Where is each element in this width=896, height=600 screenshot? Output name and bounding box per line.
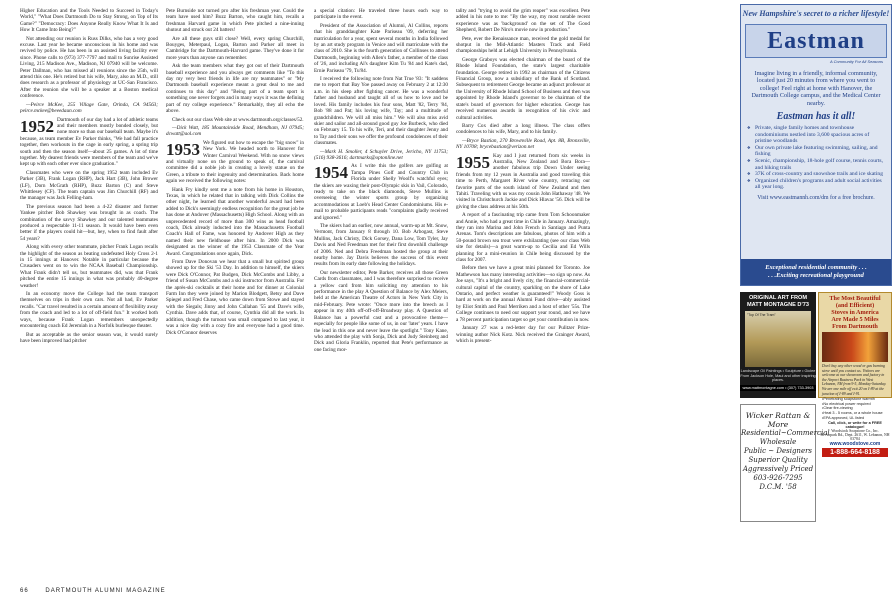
paragraph: George Graboys was elected chairman of the board of the Rhode Island Foundation, the state's largest charitable foundation. George retired in 1992 as chairman of the Citizens Financial Group, now a subsidiary of the Bank of Scotland. Subsequent to retirement George became an adjunct professor at the University of Rhode Island School of Business and then was appointed by Rhode Island's governor to be chairman of the state's board of governors for higher education. George has received numerous awards in recognition of his civic and cultural activities.: [456, 56, 590, 121]
signature: —Dick Watt, 185 Mountainside Road, Mendham, NJ 07945; dcwatt@aol.com: [166, 124, 304, 138]
logo-subtitle: A Community For All Seasons: [829, 59, 883, 64]
paragraph: Not attending our reunion is Russ Dilks, who has a very good excuse. Last year he became unconscious in his home and was revived by police. He has been in an assisted living facility ever since. Phone calls to (973) 377-7797 and mail to Sunrise Assisted Living, 215 Madison Ave., Madison, NJ 07940 will be welcome. Peter Dallman, who has missed all reunions since the 25th, will attend this one. He's retired but his wife, Mary, also an M.D., still does research as a professor of physiology at UC-San Francisco. After the reunion she will be a speaker at a Boston medical conference.: [20, 35, 158, 100]
paragraph: January 27 was a red-letter day for our Pulitzer Prize-winning author Nick Kotz. Nick received the Grainger Award, which is present-: [456, 325, 590, 344]
ad-title: Wicker Rattan & More: [745, 411, 811, 429]
signature: —Bryce Bastian, 270 Brownville Road, Apt. 8B, Bronxville, NY 10708; brycebastian@verizon.net: [456, 137, 590, 151]
ad-body: Imagine living in a friendly, informal community, located just 20 minutes from where you went to college! Feel right at home with Hanover, the Dartmouth College campus, and the Medical Center nearby.: [751, 70, 881, 107]
ad-phone[interactable]: 603-926-7295: [753, 474, 803, 482]
list-item: • No electrical power required: [822, 402, 888, 407]
list-item: • Heat 3 - 5 rooms, or a whole house: [822, 411, 888, 416]
magazine-name: DARTMOUTH ALUMNI MAGAZINE: [45, 588, 166, 594]
list-item: ❖ Private, single family homes and townhouse condominiums nestled into 3,600 spacious acres of pristine woodlands: [749, 125, 885, 145]
heading-line: (and Efficient): [835, 302, 875, 309]
class-year-heading: 1953: [166, 139, 200, 159]
paragraph-text: We figured out how to escape the "big snow" in New York. We headed north to Hanover for Winter Carnival Weekend. With no snow views and virtually none on the ground to speak of, the carnival committee did a noble job in creating a lovely statue on the Green, a tribute to their ingenuity and determination. Back home again we received the following notes:: [166, 139, 304, 185]
banner-line: . . .Exciting recreational playground: [768, 272, 864, 279]
heading-line: Stoves in America: [831, 309, 879, 316]
paragraph: Check out our class Web site at www.dartmouth.org/classes/52.: [172, 116, 304, 123]
ad-heading: [819, 293, 891, 330]
ad-line: Residential~Commercial: [741, 429, 830, 437]
heading-line: Are Made 5 Miles: [831, 316, 879, 323]
ad-heading: [740, 292, 816, 308]
paragraph: In an economy move the College had the team transport themselves on trips in their own cars. Not all had, Ev Parker recalls. "Car travel resulted in a certain amount of flexibility away from the coach and led to a lot of off-field fun." It worked both ways, because Frank Logan remembers unexpectedly encountering coach Ed Jeremiah in a Norfolk burlesque theater.: [20, 291, 158, 330]
paragraph: Barry Cox died after a long illness. The class offers condolences to his wife, Mary, and to his family.: [456, 122, 590, 136]
stove-image: [822, 332, 888, 362]
ad-tagline: New Hampshire's secret to a richer lifestyle!: [742, 9, 890, 18]
ad-line: Superior Quality: [748, 456, 808, 464]
column-3: [314, 8, 448, 580]
paragraph: The previous season had been a 4-22 disaster and former Yankee pitcher Bob Shawkey was brought in as coach. The combination of the savvy Shawkey and our talented teammates produced a respectable 11-11 season. It would have been even better if the players could hit—but, hey, when to find fault after 54 years?: [20, 203, 158, 242]
paragraph: a special citation: He traveled three hours each way to participate in the event.: [314, 8, 448, 21]
list-item: • EPA approved, UL listed: [822, 416, 888, 421]
signature: —Peirce McKee, 255 Village Gate, Orinda, CA 94563; peirce.mckee@beeedaun.com: [20, 101, 158, 115]
paragraph: tality and "trying to avoid the grim reaper" was excellent. Pete added in his note to me: "By the way, my most notable recent experience was as 'background' on the set of The Good Shepherd, Robert De Niro's movie now in production.": [456, 8, 590, 34]
ad-line: Wholesale: [759, 438, 797, 446]
paragraph: But as acceptable as the senior season was, it would surely have been improved had pitcher: [20, 331, 158, 344]
list-item: • Clear fire-viewing: [822, 406, 888, 411]
paragraph-text: Dartmouth of our day had a lot of athletic teams and their members mostly bonded closely, but none more so than our baseball team. Maybe it's because, as team member Ev Parker thinks, "We had fall practice together, then workouts in the cage in early spring, a spring trip south and then the season itself—about 25 games. A lot of time together. My dearest friends were members of the team and we've kept up with each other ever since graduation.": [20, 116, 158, 168]
paragraph: [456, 153, 590, 211]
ad-call-to-action: Call, click, or write for a FREE catalogue!: [828, 421, 882, 430]
list-item: • Penetrating soapstone warmth: [822, 397, 888, 402]
paragraph: [314, 163, 448, 221]
paragraph: Ask the team members what they got out of their Dartmouth baseball experience and you always get comments like "To this day my very best friends in life are my teammates" or "My Dartmouth baseball experience meant a great deal to me and continues to this day" and "Being part of a team sport is something one never forgets and in many ways it was the defining part of my college experience." Remarkably, they all echo the above.: [166, 63, 304, 115]
banner-line: Exceptional residential community . . .: [765, 264, 867, 271]
heading-line: MATT MONTAGNE D'73: [746, 301, 810, 308]
class-year-heading: 1952: [20, 116, 54, 136]
art-ad[interactable]: [740, 292, 816, 398]
column-4: [456, 8, 590, 580]
column-1: [20, 8, 158, 580]
paragraph: Are all these guys still close? Well, every spring Churchill, Bouyges, Meterpaul, Logan, Barton and Parker all meet in Cambridge for the Dartmouth-Harvard game. They've done it for more years than anyone can remember.: [166, 35, 304, 61]
ad-body: Don't buy any other wood or gas burning stove until you contact us. Visitors are welcome at our showroom and factory in the Airport Business Park in West Lebanon, NH from 9-5, Monday-Saturday. We are one mile off exit 20 on I-89 at the junction of I-89 and I-91.: [822, 364, 887, 396]
heading-line: The Most Beautiful: [829, 295, 881, 302]
class-year-heading: 1954: [314, 163, 348, 183]
list-item: ❖ Our own private lake featuring swimming, sailing, and fishing: [749, 145, 885, 158]
paragraph: [20, 117, 158, 168]
paragraph: Pete, ever the Renaissance man, received the gold medal for shotput in the Mid-Atlantic Masters Track and Field championships held at Lehigh University in Pennsylvania.: [456, 35, 590, 55]
image-caption: "Top Of The Tram": [747, 313, 776, 318]
paragraph: Pete Burnside not turned pro after his freshman year. Could the team have used him? Buzz Barton, who caught him, recalls a freshman Harvard game in which Pete pitched a nine-inning shutout and struck out 24 batters!: [166, 8, 304, 34]
logo-wordmark: Eastman: [767, 27, 865, 54]
paragraph-text: As I write this the golfers are golfing at Tampa Pines Golf and Country Club in Florida under Shelly Woolf's watchful eyes; the skiers are waxing their post-Olympic skis in Vail, Colorado, ready to take on the black diamonds, Steve Mullins is overseeing the winter sports group by organizing accommodations at Loeb's Head Center Condominiums. His e-mail to probable participants reads "complaints gladly received and ignored.": [314, 163, 448, 221]
heading-line: From Dartmouth: [832, 323, 878, 330]
caption-line: From Jackson Hole, Maui and other inspiring places.: [740, 373, 816, 383]
ad-signature: D.C.M. '58: [759, 483, 797, 491]
company-name: Woodstock Soapstone Co., Inc.: [831, 429, 879, 434]
heading-line: ORIGINAL ART FROM: [748, 295, 808, 301]
side-strip: [0, 0, 12, 600]
paragraph: From Dave Donovan we hear that a small but spirited group showed up for the Ski '53 Day. In addition to himself, the skiers were Dick O'Connor, Pat Budgen, Dick McCombs and Libby, a friend of Susan McCombs and a ski instructor from Australia. For the après-ski cocktails at their home and for dinner at Colonial Farm Inn they were joined by Marion Blodgett, Betsy and Dave Spiegel and Fred Chase, who came down from Stowe and stayed with the Siegals; Jinny and John Callahan '55 and Dave's wife, Cynthia. Dave adds that, of course, Cynthia did all the work. In addition, though the turnout was small compared to last year, it was a nice day with a cozy fire and everyone had a good time. Dick O'Connor deserves: [166, 259, 304, 336]
signature: —Mark H. Smoller, 4 Schuyler Drive, Jericho, NY 11753; (516) 938-3616; dartmarks@optonline.net: [314, 148, 448, 161]
feature-list: [741, 125, 891, 191]
ad-line: Aggressively Priced: [742, 465, 814, 473]
paragraph: Along with every other teammate, pitcher Frank Logan recalls the highlight of the season as beating undefeated Holy Cross 2-1 in 15 innings at Hanover. Notable in particular because the Crusaders went on to win the NCAA Baseball Championship. What Frank didn't tell us, but teammates did, was that Frank pitched the entire 15 innings in what was probably 40-degree weather!: [20, 244, 158, 289]
list-item: ❖ Organized children's programs and adult social activities all year long.: [749, 178, 885, 191]
paragraph: President of the Association of Alumni, Al Collins, reports that his granddaughter Kate Pariseau '09, deferring her matriculation for a year, spent several months in India followed by an art study program in Venice and will matriculate with the class of 2010. She is the fourth generation of Collinses to attend Dartmouth, beginning with Allen's father, a member of the class of '26, and including Al's daughter Kim Tu '84 and Kate's dad, Ernie Pariseau '79, Tu'84.: [314, 22, 448, 74]
list-item: ❖ 37K of cross-country and snowshoe trails and ice skating: [749, 171, 885, 178]
page-footer: [20, 588, 166, 594]
paragraph-text: Kay and I just returned from six weeks in Australia, New Zealand and Bora Bora—another fabulous trip Down Under seeing friends from my 12 years in Australia and good traveling this time to Perth, Margaret River wine country, retracing our favorite parts of the south island of New Zealand and then Tahiti. Traveling with us was my cousin John Hathaway '48. We visited in Christchurch Jackie and Dick Hlavac '56. Dick will be giving the class address at his 50th.: [456, 152, 590, 210]
paragraph: The skiers had an earlier, now annual, warm-up at Mt. Snow, Vermont, from January 8 through 10. Bob Arbogast, Steve Mullins, Jack Christy, Dick Gorsey, Dana Low, Tom Tyler, Jay Davis and Ned Freedman met for their first downhill challenge of 2006. Ned and Debra Freedman hosted the group at their nearby home. Jay Davis believes the success of this event results from its early date following the holidays.: [314, 223, 448, 268]
feature-list: [819, 397, 891, 420]
ad-phone[interactable]: 1-888-664-8188: [822, 448, 888, 457]
eastman-logo: [745, 24, 887, 64]
list-item: ❖ Scenic, championship, 18-hole golf course, tennis courts, and hiking trails: [749, 158, 885, 171]
ad-caption: [740, 369, 816, 383]
ad-headline: Eastman has it all!: [776, 111, 856, 123]
paragraph: Higher Education and the Tools Needed to Succeed in Today's World," "What Does Dartmouth Do to Stay Strong, on Top of Its Game?" "Democracy: Does Anyone Really Know What It Is and How It Came Into Being?": [20, 8, 158, 34]
ad-visit-link[interactable]: Visit www.eastmannh.com/dm for a free brochure.: [757, 194, 875, 201]
ad-banner: [741, 259, 891, 285]
paragraph: I received the following note from Nat True '83: "It saddens me to report that Bay Yoe passed away on February 2 at 12:30 a.m. in his sleep after fighting cancer. He was a wonderful father and husband and taught all of us how to love and be loved. His family includes his four sons, Matt '82, Terry '84, Bob '88 and Pat; his loving wife, Tay; and a multitude of grandchildren. We will all miss him." We will also miss avid skier and sailor and all-around good guy Joe Burbeck, who died on February 15. To his wife, Teri, and their daughter Jenny and to Tay and their sons we offer the profound condolences of their classmates.: [314, 76, 448, 147]
wicker-ad[interactable]: [740, 404, 830, 522]
ads-column: [740, 4, 892, 596]
paragraph: [166, 140, 304, 185]
stove-ad[interactable]: [818, 292, 892, 457]
paragraph: A report of a fascinating trip came from Tom Schoonmaker and Annie, who had a great time in Chile in January. Amazingly, they ran into Marina and John French in Santiago and Punta Arenas. Tom's descriptions are fabulous, photos of him with a 50-pound brown sea trout were exhilarating (see our class Web site for details)—a great warm-up to Cecilia and Ed Wills planning for a mini-reunion in Chile being discussed by the class for 2007.: [456, 212, 590, 264]
ad-line: Public ~ Designers: [743, 447, 813, 455]
paragraph: Our newsletter editor, Pete Barker, receives all those Green Cards from classmates, and I was therefore surprised to receive a yellow card from him soliciting my attention to his performance in the play A Question of Balance by Alex Meiers, held at the American Theatre of Actors in New York City in mid-February. Pete wrote: "Once more into the breech as I appear in my 40th off-off-off-Broadway play. A Question of Balance has a powerful cast and a provocative theme—especially for people like some of us, in our 'later' years. I have the lead in this one and never leave the spotlight." Tony Kane, who attended the play with Sonja, Dick and Judy Steinberg and Dick and Gloria Franklin, reported that Pete's performance as one facing mor-: [314, 269, 448, 353]
painting-image: [745, 311, 811, 367]
column-2: [166, 8, 304, 580]
eastman-ad[interactable]: [740, 4, 892, 286]
ad-url[interactable]: www.mattmontagne.com • (307) 733-3903: [740, 385, 816, 391]
page-number: 66: [20, 588, 29, 594]
paragraph: Before then we have a great mini planned for Toronto. Joe Mathewson has many interesting activities—so sign up now. As Joe says, "It's a bright and lively city, the financial-commercial-cultural capital of the country, sparkling on the shore of Lake Ontario, and perfect weather is guaranteed!" Woody Goss is hard at work on the annual Alumni Fund drive—ably assisted by Eliot Smith and Paul Merriken and a host of other '55s. The College continues to need our support year round, and we have a 78 percent participation target so get your contribution in now.: [456, 265, 590, 323]
ad-website[interactable]: www.woodstove.com: [829, 441, 881, 448]
paragraph: Hank Fry kindly sent me a note from his home in Houston, Texas, in which he related that in talking with Dick Collins the other night, he learned that another wonderful award had been added to Dick's seemingly endless recognition for the great job he has done at Andover (Massachusetts) High School. Along with an unprecedented record of more than 300 wins as head football coach, Dick already inducted into the Massachusetts Football Coach's Hall of Fame, was honored by Andover High as they named their new fieldhouse after him. In 2000 Dick was designated as the winner of the 1953 Classmate of the Year Award. Congratulations once again, Dick.: [166, 186, 304, 257]
caption-line: Landscape Oil Paintings • Sculpture • Giclee: [740, 369, 816, 374]
class-year-heading: 1955: [456, 152, 490, 172]
paragraph: Classmates who were on the spring 1952 team included Ev Parker (3B), Frank Logan (RHP), Jack Hart (3B), John Brower (LF), Dorn McGrath (RHP), Buzz Barton (C) and Steve Whittlesey (CF). The team captain was Jim Churchill (RF) and the manager was Jack Felling-ham.: [20, 169, 158, 202]
company-address: 66 Airpark Rd., Dept. 2611, W. Lebanon, NH 03784: [820, 433, 890, 442]
